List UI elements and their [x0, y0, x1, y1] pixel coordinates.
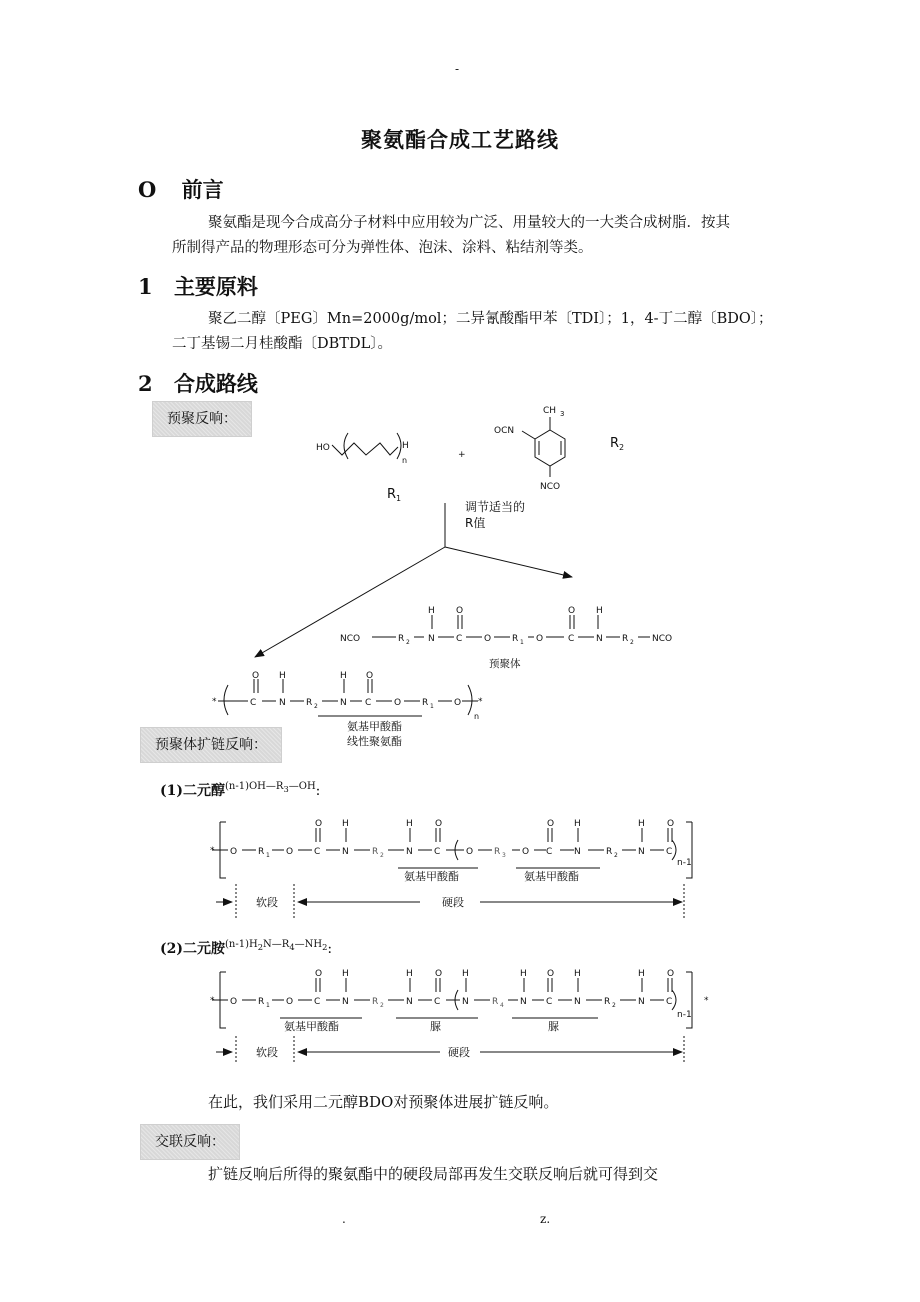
svg-text:N: N [406, 997, 413, 1007]
svg-text:C: C [568, 634, 575, 644]
svg-text:C: C [666, 997, 673, 1007]
svg-text:N: N [279, 698, 286, 708]
section-1-title: 主要原料 [173, 274, 258, 299]
svg-text:C: C [456, 634, 463, 644]
svg-text:2: 2 [380, 1002, 384, 1009]
adjust-r-line-1: 调节适当的 [465, 500, 526, 514]
crosslink-label: 交联反响： [140, 1124, 240, 1160]
svg-text:2: 2 [612, 1002, 616, 1009]
svg-text:R: R [258, 847, 265, 857]
svg-text:H: H [342, 819, 349, 829]
svg-text:N: N [574, 847, 581, 857]
intro-line-1: 聚氨酯是现今合成高分子材料中应用较为广泛、用量较大的一大类合成树脂．按其 [208, 215, 730, 231]
svg-text:C: C [314, 997, 321, 1007]
svg-text:+: + [458, 450, 466, 460]
svg-text:O: O [435, 819, 443, 829]
footer-left: . [342, 1212, 346, 1226]
svg-text:N: N [342, 997, 349, 1007]
svg-text:H: H [406, 969, 413, 979]
section-2-title: 合成路线 [173, 371, 258, 396]
diol-urethane-1: 氨基甲酸酯 [404, 870, 459, 883]
svg-text:H: H [406, 819, 413, 829]
svg-text:NCO: NCO [652, 634, 673, 644]
svg-text:N: N [638, 997, 645, 1007]
svg-text:O: O [466, 847, 474, 857]
svg-text:HO: HO [316, 443, 330, 453]
diamine-hard-segment: 硬段 [448, 1046, 470, 1059]
page-title: 聚氨酯合成工艺路线 [361, 127, 559, 152]
diamine-urea-2: 脲 [548, 1020, 559, 1033]
svg-text:NCO: NCO [340, 634, 361, 644]
svg-text:R: R [622, 634, 629, 644]
svg-text:C: C [666, 847, 673, 857]
svg-text:O: O [230, 997, 238, 1007]
svg-text:C: C [434, 847, 441, 857]
svg-text:CH: CH [543, 406, 557, 416]
svg-text:C: C [546, 997, 553, 1007]
svg-text:R: R [372, 997, 379, 1007]
svg-text:n: n [474, 712, 480, 721]
svg-text:*: * [210, 846, 215, 856]
svg-text:H: H [342, 969, 349, 979]
svg-text:O: O [547, 969, 555, 979]
svg-text:O: O [252, 671, 260, 681]
svg-text:H: H [638, 969, 645, 979]
svg-text:N: N [340, 698, 347, 708]
svg-text:1: 1 [430, 703, 434, 710]
diol-scheme [0, 810, 920, 930]
diamine-n-1: n-1 [677, 1010, 692, 1020]
conclusion-text: 在此，我们采用二元醇BDO对预聚体进展扩链反响。 [208, 1093, 559, 1111]
svg-text:N: N [520, 997, 527, 1007]
svg-text:O: O [547, 819, 555, 829]
svg-text:2: 2 [314, 703, 318, 710]
diol-label: (1)二元醇 [160, 783, 225, 799]
svg-text:O: O [366, 671, 374, 681]
diol-hard-segment: 硬段 [442, 896, 464, 909]
materials-line-1: 聚乙二醇〔PEG〕Mn=2000g/mol；二异氰酸酯甲苯〔TDI〕；1，4-丁二醇〔BDO〕； [208, 311, 773, 327]
svg-text:2: 2 [614, 852, 618, 859]
adjust-r-line-2: R值 [465, 516, 486, 530]
crosslink-text: 扩链反响后所得的聚氨酯中的硬段局部再发生交联反响后就可得到交 [208, 1165, 659, 1183]
svg-text:O: O [315, 969, 323, 979]
svg-text:1: 1 [266, 1002, 270, 1009]
svg-text:1: 1 [266, 852, 270, 859]
diamine-formula: (n-1)H2N—R4—NH2 [225, 939, 328, 953]
urethane-caption: 氨基甲酸酯 [347, 720, 402, 733]
svg-text:N: N [428, 634, 435, 644]
section-0-heading [138, 174, 224, 204]
diol-formula: (n-1)OH—R3—OH [225, 781, 316, 795]
diamine-urethane: 氨基甲酸酯 [284, 1020, 339, 1033]
diamine-heading: (2)二元胺$^{(n-1)H_2N—R_4—NH_2}$: [160, 939, 333, 957]
svg-text:H: H [574, 819, 581, 829]
svg-text:O: O [286, 997, 294, 1007]
svg-text:C: C [365, 698, 372, 708]
svg-text:R: R [494, 847, 501, 857]
svg-text:N: N [406, 847, 413, 857]
section-2-heading [138, 368, 258, 398]
svg-text:O: O [456, 606, 464, 616]
svg-text:O: O [484, 634, 492, 644]
chain-extension-label: 预聚体扩链反响： [140, 727, 282, 763]
svg-text:4: 4 [500, 1002, 504, 1009]
svg-text:R: R [604, 997, 611, 1007]
section-2-number: 2 [138, 371, 153, 396]
diamine-scheme [0, 962, 920, 1072]
diol-heading: (1)二元醇$^{(n-1)OH—R_3—OH}$: [160, 781, 321, 799]
section-1-heading [138, 271, 258, 301]
svg-text:N: N [342, 847, 349, 857]
svg-text:C: C [314, 847, 321, 857]
svg-text:H: H [638, 819, 645, 829]
svg-text:*: * [478, 697, 483, 707]
linear-pu-caption: 线性聚氨酯 [347, 735, 402, 748]
svg-text:N: N [574, 997, 581, 1007]
svg-text:NCO: NCO [540, 482, 561, 492]
svg-text:C: C [250, 698, 257, 708]
r2-label: $R_2$ [610, 436, 625, 452]
svg-text:H: H [279, 671, 286, 681]
svg-text:OCN: OCN [494, 426, 515, 436]
section-1-number: 1 [138, 274, 153, 299]
svg-text:*: * [704, 996, 709, 1006]
svg-text:2: 2 [630, 639, 634, 646]
svg-text:2: 2 [406, 639, 410, 646]
section-0-title: 前言 [181, 177, 224, 202]
svg-text:C: C [434, 997, 441, 1007]
svg-text:O: O [286, 847, 294, 857]
intro-line-2: 所制得产品的物理形态可分为弹性体、泡沫、涂料、粘结剂等类。 [172, 240, 593, 256]
r1-label: $R_1$ [387, 487, 402, 503]
svg-text:N: N [638, 847, 645, 857]
svg-text:O: O [536, 634, 544, 644]
diamine-soft-segment: 软段 [256, 1046, 278, 1059]
svg-text:3: 3 [502, 852, 506, 859]
svg-text:H: H [462, 969, 469, 979]
svg-text:O: O [568, 606, 576, 616]
svg-text:R: R [372, 847, 379, 857]
prepolymer-reaction-label: 预聚反响： [152, 401, 252, 437]
svg-text:O: O [522, 847, 530, 857]
svg-text:R: R [606, 847, 613, 857]
svg-text:O: O [435, 969, 443, 979]
svg-text:R: R [398, 634, 405, 644]
svg-text:*: * [212, 697, 217, 707]
prepolymer-caption: 预聚体 [489, 658, 521, 670]
svg-text:H: H [596, 606, 603, 616]
svg-text:O: O [230, 847, 238, 857]
diol-soft-segment: 软段 [256, 896, 278, 909]
svg-text:3: 3 [560, 410, 565, 418]
svg-text:O: O [454, 698, 462, 708]
svg-text:R: R [512, 634, 519, 644]
svg-text:H: H [402, 441, 409, 451]
svg-text:O: O [315, 819, 323, 829]
svg-text:O: O [394, 698, 402, 708]
materials-line-2: 二丁基锡二月桂酸酯〔DBTDL〕。 [172, 336, 392, 352]
svg-text:C: C [546, 847, 553, 857]
svg-text:N: N [596, 634, 603, 644]
diol-n-1: n-1 [677, 858, 692, 868]
prepolymer-scheme [0, 395, 920, 733]
svg-text:H: H [428, 606, 435, 616]
svg-text:n: n [402, 456, 408, 465]
svg-text:H: H [520, 969, 527, 979]
diol-urethane-2: 氨基甲酸酯 [524, 870, 579, 883]
footer-right: z. [540, 1212, 551, 1226]
svg-text:R: R [258, 997, 265, 1007]
svg-text:*: * [210, 996, 215, 1006]
diamine-label: (2)二元胺 [160, 941, 225, 957]
svg-text:H: H [574, 969, 581, 979]
svg-text:N: N [462, 997, 469, 1007]
svg-text:R: R [422, 698, 429, 708]
svg-text:2: 2 [380, 852, 384, 859]
svg-text:H: H [340, 671, 347, 681]
diamine-urea-1: 脲 [430, 1020, 441, 1033]
svg-text:R: R [492, 997, 499, 1007]
svg-text:O: O [667, 819, 675, 829]
header-mark: - [455, 62, 460, 76]
section-0-number: O [138, 177, 157, 202]
svg-text:1: 1 [520, 639, 524, 646]
svg-text:O: O [667, 969, 675, 979]
svg-text:R: R [306, 698, 313, 708]
